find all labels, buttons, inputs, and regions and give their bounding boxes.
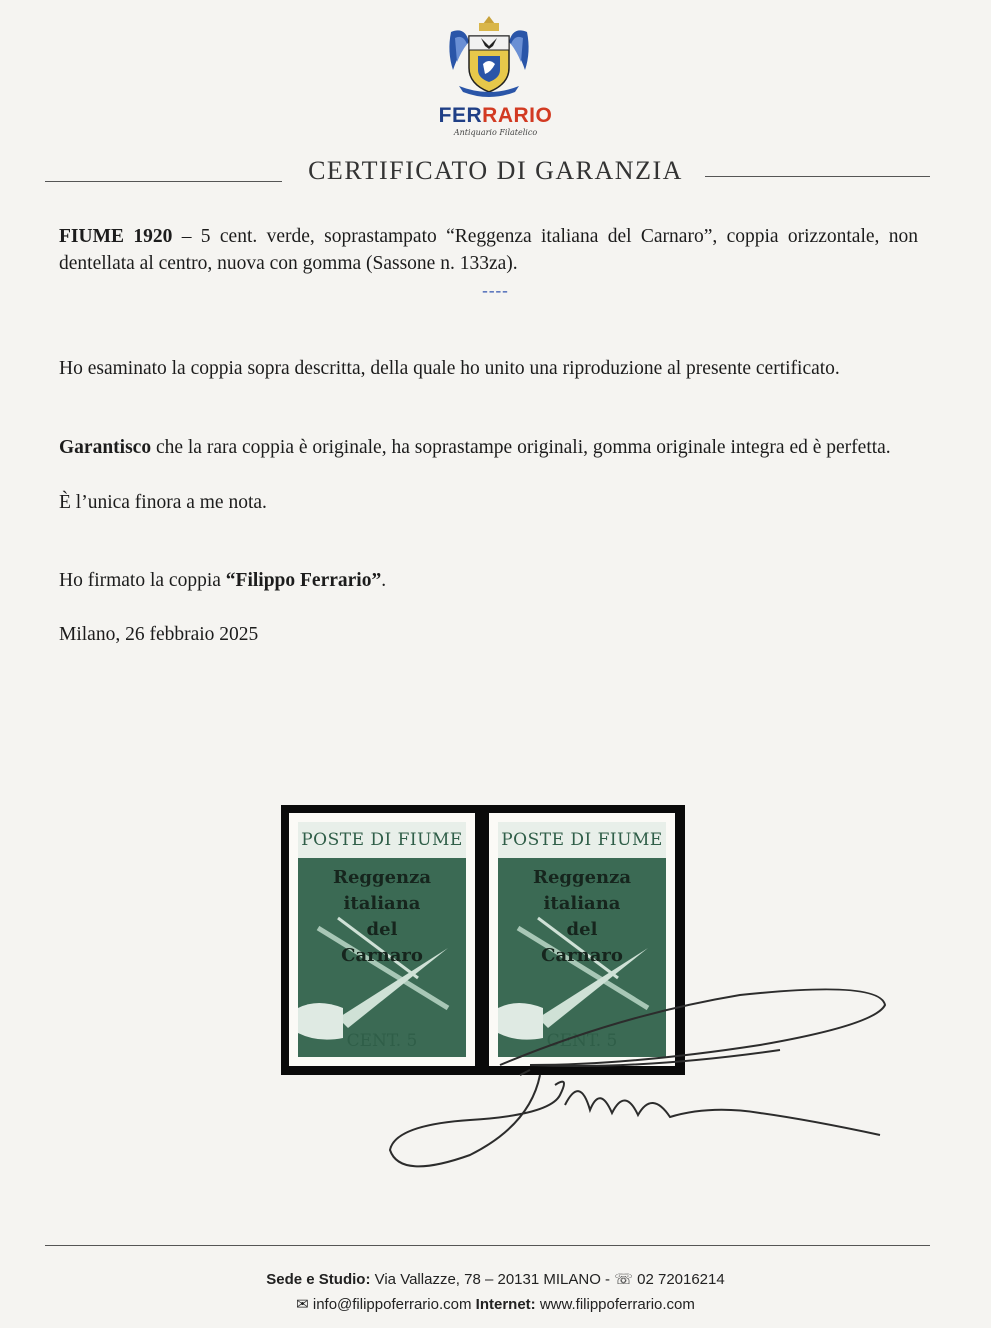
unique-line: È l’unica finora a me nota. (59, 492, 267, 513)
crest-logo (445, 12, 533, 100)
signed-line (59, 567, 918, 594)
overprint-line-1: Reggenza (532, 867, 631, 888)
stamp-header: POSTE DI FIUME (298, 822, 466, 858)
footer-address (0, 1270, 991, 1288)
brand-name-part2: RARIO (482, 104, 553, 127)
certificate-title: CERTIFICATO DI GARANZIA (308, 156, 683, 185)
place-date: Milano, 26 febbraio 2025 (59, 624, 259, 645)
footer-contacts (0, 1295, 991, 1313)
examined-paragraph: Ho esaminato la coppia sopra descritta, della quale ho unito una riproduzione al presente certificato. (59, 358, 840, 379)
lot-description-text: – 5 cent. verde, soprastampato “Reggenza italiana del Carnaro”, coppia orizzontale, non dentellata al centro, nuova con gomma (Sassone n. 133za). (59, 226, 918, 274)
lot-heading: FIUME 1920 (59, 226, 173, 247)
overprint-line-3: del (366, 919, 398, 940)
stamp-header: POSTE DI FIUME (498, 822, 666, 858)
overprint-line-4: Carnaro (341, 945, 423, 966)
brand-subtitle: Antiquario Filatelico (453, 128, 538, 137)
title-rule-right (705, 176, 930, 177)
brand-name-part1: FER (438, 104, 483, 127)
address-label: Sede e Studio: (266, 1271, 371, 1288)
signed-suffix: . (381, 570, 387, 591)
address-text: Via Vallazze, 78 – 20131 MILANO - ☏ 02 72016214 (370, 1271, 725, 1288)
lot-description (59, 223, 918, 277)
signed-name: “Filippo Ferrario” (225, 570, 382, 591)
handwritten-signature (380, 975, 900, 1175)
separator: ---- (482, 281, 509, 300)
signed-prefix: Ho firmato la coppia (59, 570, 226, 591)
overprint-line-1: Reggenza (332, 867, 431, 888)
envelope-icon: ✉ (296, 1296, 309, 1313)
overprint-line-2: italiana (543, 893, 621, 914)
stamp-value: CENT. 5 (346, 1031, 418, 1051)
email-link[interactable]: info@filippoferrario.com (308, 1296, 476, 1313)
guarantee-paragraph (59, 434, 918, 461)
brand-name (0, 104, 991, 128)
internet-label: Internet: (475, 1296, 536, 1313)
guarantee-text: che la rara coppia è originale, ha soprastampe originali, gomma originale integra ed è perfetta. (151, 437, 891, 458)
footer-rule (45, 1245, 930, 1246)
overprint-line-4: Carnaro (541, 945, 623, 966)
overprint-line-3: del (566, 919, 598, 940)
overprint-line-2: italiana (343, 893, 421, 914)
stamp-value: CENT. 5 (546, 1031, 618, 1051)
guarantee-bold: Garantisco (59, 437, 152, 458)
website-link[interactable]: www.filippoferrario.com (535, 1296, 695, 1313)
